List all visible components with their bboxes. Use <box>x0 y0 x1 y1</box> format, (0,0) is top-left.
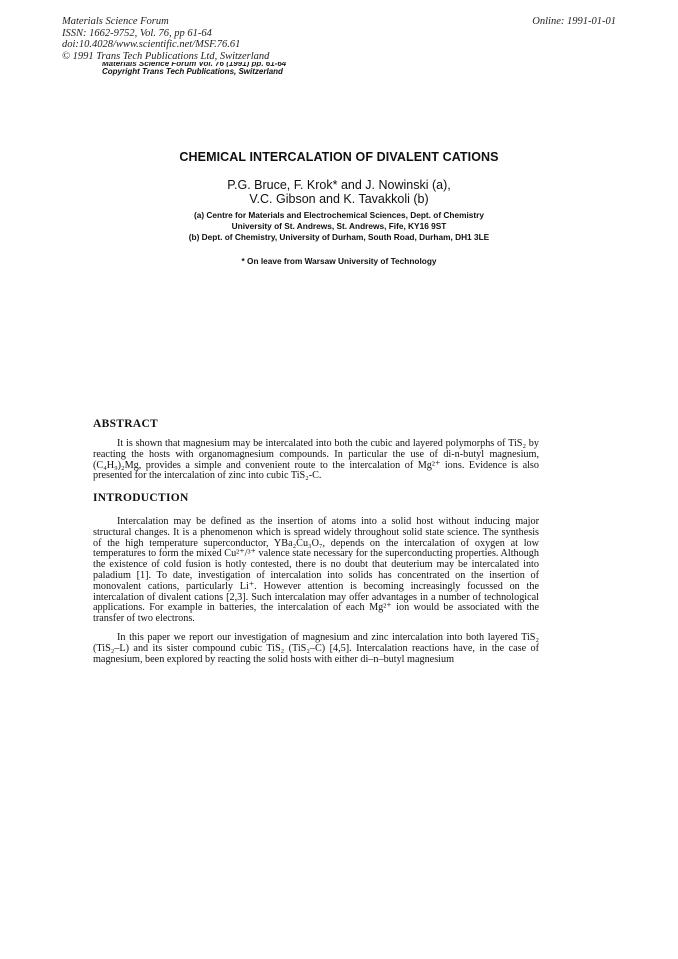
authors-line-2: V.C. Gibson and K. Tavakkoli (b) <box>249 192 429 206</box>
introduction-body <box>93 517 539 665</box>
author-block <box>0 178 678 206</box>
paper-title: CHEMICAL INTERCALATION OF DIVALENT CATIONS <box>179 150 499 164</box>
introduction-paragraph-1: Intercalation may be defined as the insertion of atoms into a solid host without inducing major structural changes. It is a phenomenon which is spread widely throughout solid state science. The synthesis of the high temperature superconductor, YBa₂Cu₃O₇, depends on the intercalation of oxygen at low temperatures to form the mixed Cu²⁺/³⁺ valence state necessary for the superconducting properties. Although the existence of cold fusion is hotly contested, there is no doubt that deuterium may be intercalated into paladium [1]. To date, investigation of intercalation into solids has concentrated on the insertion of monovalent cations, particularly Li⁺. However attention is becoming increasingly focussed on the intercalation of divalent cations [2,3]. Such intercalation may offer advantages in a number of technological applications. For example in batteries, the intercalation of each Mg²⁺ ion would be associated with the transfer of two electrons. <box>93 516 539 625</box>
affiliations <box>0 210 678 243</box>
publisher-line: © 1991 Trans Tech Publications Ltd, Switzerland <box>62 50 270 62</box>
journal-metadata <box>62 16 269 62</box>
leave-footnote: * On leave from Warsaw University of Technology <box>241 256 437 266</box>
abstract-paragraph: It is shown that magnesium may be intercalated into both the cubic and layered polymorphs of TiS₂ by reacting the hosts with organomagnesium compounds. In particular the use of di-n-butyl magnesium, (C₄H₉)₂Mg, provides a simple and convenient route to the intercalation of Mg²⁺ ions. Evidence is also presented for the intercalation of zinc into cubic TiS₂-C. <box>93 438 539 482</box>
scanned-copyright: Copyright Trans Tech Publications, Switzerland <box>102 67 283 76</box>
affiliation-a-line-1: (a) Centre for Materials and Electrochemical Sciences, Dept. of Chemistry <box>193 210 485 220</box>
abstract-heading: ABSTRACT <box>93 418 159 430</box>
abstract-body <box>93 439 539 482</box>
affiliation-b: (b) Dept. of Chemistry, University of Durham, South Road, Durham, DH1 3LE <box>188 232 490 242</box>
online-date: Online: 1991-01-01 <box>532 16 616 27</box>
authors-line-1: P.G. Bruce, F. Krok* and J. Nowinski (a), <box>227 178 451 192</box>
journal-name: Materials Science Forum <box>62 16 169 27</box>
introduction-paragraph-2: In this paper we report our investigation of magnesium and zinc intercalation into both layered TiS₂ (TiS₂–L) and its sister compound cubic TiS₂ (TiS₂–C) [4,5]. Intercalation reactions have, in the case of magnesium, been explored by reacting the solid hosts with either di–n–butyl magnesium <box>93 631 539 665</box>
introduction-heading: INTRODUCTION <box>93 492 189 504</box>
issn-line: ISSN: 1662-9752, Vol. 76, pp 61-64 <box>62 27 212 39</box>
scanned-header <box>102 62 286 76</box>
scanned-journal-line: Materials Science Forum Vol. 76 (1991) pp. 61-64 <box>102 62 287 67</box>
affiliation-a-line-2: University of St. Andrews, St. Andrews, Fife, KY16 9ST <box>231 221 447 231</box>
doi-line: doi:10.4028/www.scientific.net/MSF.76.61 <box>62 39 241 50</box>
